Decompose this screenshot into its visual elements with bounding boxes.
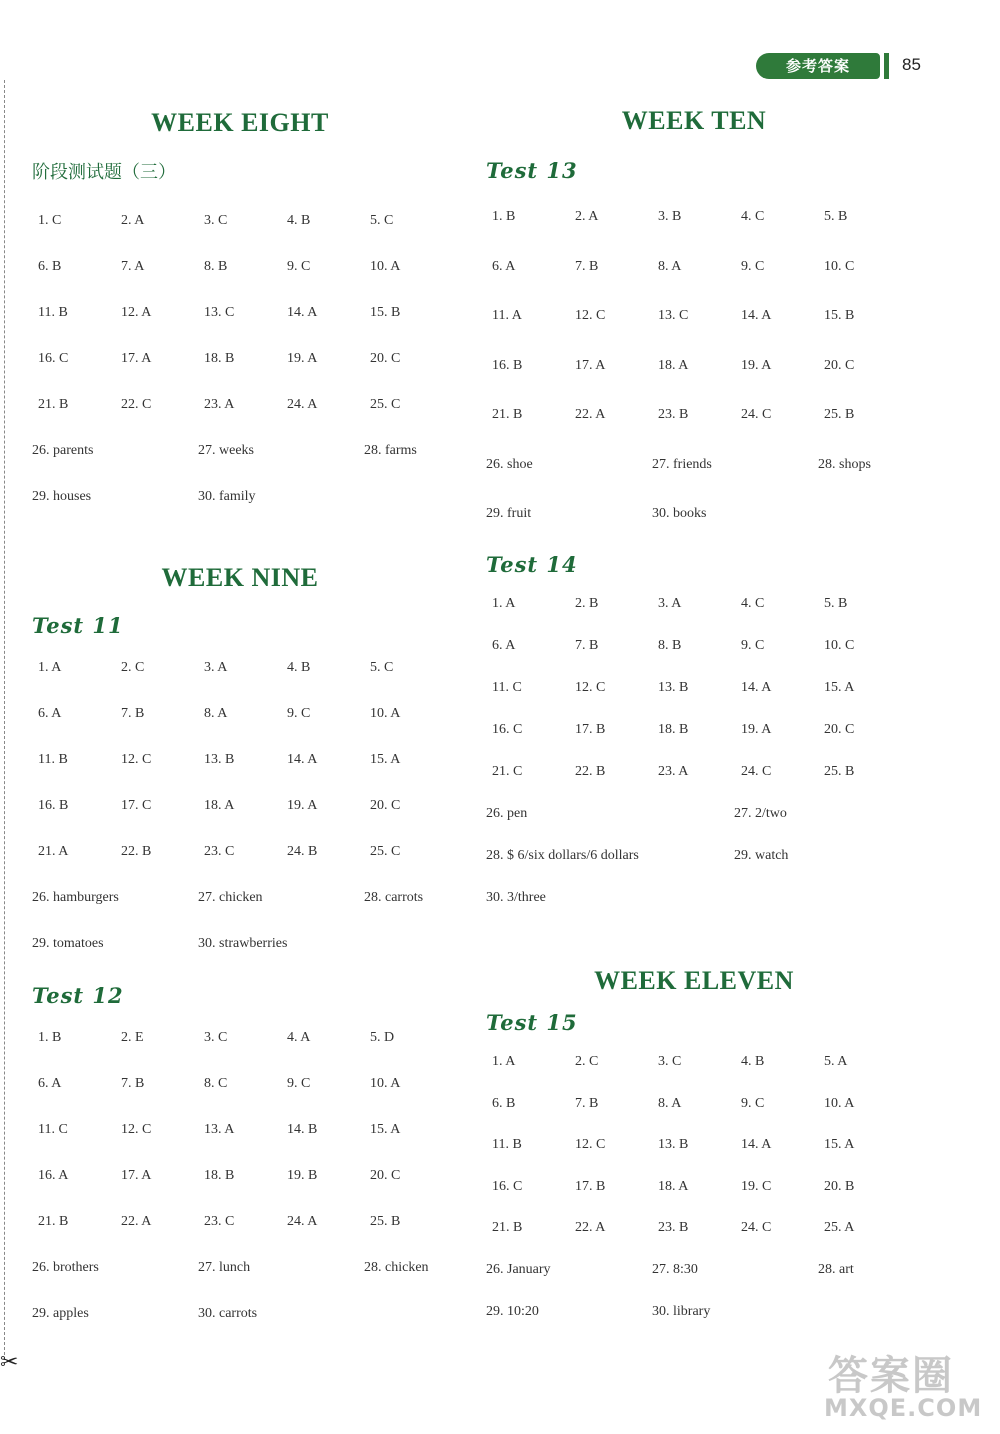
answer-item: 6. B [38, 259, 62, 274]
fill-answer-row [484, 806, 904, 848]
answer-item: 17. A [121, 351, 152, 366]
answer-item: 14. A [741, 308, 772, 323]
answer-item: 1. A [492, 596, 516, 611]
answer-item: 1. A [492, 1054, 516, 1069]
answer-item: 19. A [287, 351, 318, 366]
answer-item: 24. A [287, 1214, 318, 1229]
answer-item: 13. B [204, 752, 235, 767]
answer-item: 16. C [492, 722, 523, 737]
answer-item: 19. A [741, 722, 772, 737]
answer-item: 18. A [204, 798, 235, 813]
fill-answer-item: 29. apples [32, 1306, 89, 1321]
answer-row [30, 259, 450, 305]
answer-row [484, 1220, 904, 1262]
fill-answer-item: 30. carrots [198, 1306, 258, 1321]
answer-item: 8. A [204, 706, 228, 721]
answer-item: 9. C [741, 1095, 765, 1111]
answer-item: 15. A [824, 680, 855, 695]
week-nine-heading: WEEK NINE [161, 563, 319, 592]
week-ten-heading: WEEK TEN [621, 106, 767, 135]
answer-item: 18. A [658, 357, 689, 373]
answer-item: 12. C [575, 308, 606, 323]
answer-item: 17. B [575, 722, 606, 737]
answer-item: 7. A [121, 259, 145, 274]
cut-line [4, 80, 5, 1360]
fill-answer-item: 30. strawberries [198, 936, 288, 951]
answer-item: 11. C [492, 680, 522, 695]
answer-item: 16. C [492, 1178, 523, 1194]
answer-item: 21. B [492, 407, 523, 422]
fill-answer-item: 27. 8:30 [652, 1261, 698, 1277]
answer-item: 17. A [121, 1168, 152, 1183]
fill-answer-item: 30. library [652, 1303, 711, 1319]
answer-item: 3. C [658, 1054, 682, 1069]
fill-answer-item: 28. art [818, 1261, 854, 1277]
answer-item: 14. A [741, 1137, 772, 1153]
answer-item: 14. A [287, 305, 318, 320]
answer-item: 17. C [121, 798, 152, 813]
week-eleven-heading: WEEK ELEVEN [594, 966, 794, 995]
answer-row [484, 358, 904, 408]
answer-item: 23. B [658, 407, 689, 422]
answer-item: 19. A [287, 798, 318, 813]
answer-item: 23. B [658, 1220, 689, 1236]
answer-item: 13. A [204, 1122, 235, 1137]
answer-item: 24. B [287, 844, 318, 859]
answer-item: 5. D [370, 1030, 395, 1045]
fill-answer-item: 29. houses [32, 489, 92, 504]
stage-test-subtitle: 阶段测试题（三） [32, 162, 176, 183]
fill-answer-item: 30. family [198, 489, 256, 504]
answer-item: 1. A [38, 660, 62, 675]
answer-item: 15. B [824, 308, 855, 323]
answer-item: 14. A [741, 680, 772, 695]
week-eight-heading: WEEK EIGHT [151, 108, 329, 137]
answer-item: 13. B [658, 1137, 689, 1153]
fill-answer-item: 26. hamburgers [32, 890, 119, 905]
answer-item: 18. B [204, 1168, 235, 1183]
answer-item: 8. A [658, 1095, 682, 1111]
answer-item: 16. C [38, 351, 69, 366]
answer-item: 2. E [121, 1030, 144, 1045]
answer-item: 10. A [370, 259, 401, 274]
answer-row [484, 722, 904, 764]
answer-item: 20. C [370, 1168, 401, 1183]
fill-answer-item: 27. weeks [198, 443, 254, 458]
answer-item: 5. C [370, 660, 394, 675]
fill-answer-row [30, 489, 450, 535]
answer-item: 25. A [824, 1220, 855, 1236]
answer-item: 22. A [575, 407, 606, 422]
answer-item: 12. C [575, 680, 606, 695]
answer-item: 3. B [658, 209, 682, 224]
answer-item: 25. B [824, 764, 855, 779]
fill-answer-item: 26. January [486, 1261, 551, 1277]
answer-item: 5. A [824, 1054, 848, 1069]
answer-item: 8. A [658, 258, 682, 274]
test-15-heading: Test 15 [486, 1010, 578, 1035]
answer-item: 7. B [121, 706, 145, 721]
answer-item: 4. C [741, 209, 765, 224]
answer-row [484, 209, 904, 259]
answer-item: 11. B [38, 305, 68, 320]
answer-row [30, 1122, 450, 1168]
answer-row [30, 660, 450, 706]
fill-answer-row [484, 457, 904, 507]
answer-item: 12. A [121, 305, 152, 320]
answer-item: 16. B [492, 357, 523, 373]
fill-answer-row [484, 1262, 904, 1304]
answer-row [30, 1214, 450, 1260]
answer-item: 12. C [121, 752, 152, 767]
answer-row [30, 305, 450, 351]
test-13-heading: Test 13 [486, 158, 578, 183]
answer-item: 11. A [492, 308, 522, 323]
answer-row [30, 798, 450, 844]
fill-answer-item: 28. $ 6/six dollars/6 dollars [486, 848, 639, 863]
fill-answer-item: 26. parents [32, 443, 94, 458]
answer-item: 10. C [824, 258, 855, 274]
answer-row [30, 844, 450, 890]
answer-item: 1. C [38, 213, 62, 228]
fill-answer-item: 28. farms [364, 443, 417, 458]
answer-item: 2. A [575, 209, 599, 224]
answer-item: 8. B [658, 638, 682, 653]
test-11-heading: Test 11 [32, 613, 124, 638]
answer-item: 24. C [741, 764, 772, 779]
answer-item: 7. B [575, 638, 599, 653]
watermark-url: MXQE.COM [824, 1394, 983, 1422]
fill-answer-row [30, 890, 450, 936]
answer-item: 6. B [492, 1095, 516, 1111]
fill-answer-row [30, 1306, 450, 1352]
answer-row [484, 308, 904, 358]
answer-row [484, 259, 904, 309]
answer-item: 19. B [287, 1168, 318, 1183]
answer-item: 25. C [370, 844, 401, 859]
answer-row [30, 1030, 450, 1076]
fill-answer-row [484, 848, 904, 890]
answer-item: 15. B [370, 305, 401, 320]
answer-row [30, 706, 450, 752]
answer-item: 2. A [121, 213, 145, 228]
answer-item: 24. C [741, 1220, 772, 1236]
answer-item: 8. C [204, 1076, 228, 1091]
test-15-answers [484, 1054, 904, 1345]
answer-item: 8. B [204, 259, 228, 274]
answer-item: 3. A [204, 660, 228, 675]
watermark [820, 1344, 995, 1424]
answer-item: 10. C [824, 638, 855, 653]
fill-answer-item: 29. 10:20 [486, 1303, 539, 1319]
answer-item: 2. B [575, 596, 599, 611]
fill-answer-item: 29. fruit [486, 506, 532, 521]
week-eight-answers [30, 213, 450, 535]
answer-item: 22. B [121, 844, 152, 859]
answer-item: 6. A [492, 638, 516, 653]
test-12-answers [30, 1030, 450, 1352]
answer-item: 20. C [824, 722, 855, 737]
answer-item: 21. B [492, 1220, 523, 1236]
answer-item: 20. C [824, 357, 855, 373]
answer-item: 22. A [575, 1220, 606, 1236]
answer-row [484, 1054, 904, 1096]
answer-item: 23. A [658, 764, 689, 779]
answer-item: 4. B [287, 660, 311, 675]
answer-item: 7. B [575, 1095, 599, 1111]
answer-row [484, 764, 904, 806]
answer-item: 17. B [575, 1178, 606, 1194]
answer-item: 10. A [824, 1095, 855, 1111]
answer-item: 21. A [38, 844, 69, 859]
answer-item: 18. B [658, 722, 689, 737]
answer-row [484, 1137, 904, 1179]
answer-row [484, 680, 904, 722]
answer-item: 6. A [492, 258, 516, 274]
fill-answer-row [484, 890, 904, 932]
answer-item: 15. A [370, 752, 401, 767]
answer-item: 4. B [287, 213, 311, 228]
answer-item: 15. A [370, 1122, 401, 1137]
answer-item: 3. C [204, 213, 228, 228]
answer-item: 20. B [824, 1178, 855, 1194]
answer-row [484, 596, 904, 638]
fill-answer-item: 27. lunch [198, 1260, 251, 1275]
scissors-icon: ✂ [0, 1350, 19, 1375]
answer-item: 4. A [287, 1030, 311, 1045]
answer-item: 9. C [287, 1076, 311, 1091]
answer-item: 23. C [204, 844, 235, 859]
test-11-answers [30, 660, 450, 982]
answer-item: 15. A [824, 1137, 855, 1153]
answer-item: 23. A [204, 397, 235, 412]
answer-item: 13. C [204, 305, 235, 320]
answer-item: 11. C [38, 1122, 68, 1137]
answer-item: 18. B [204, 351, 235, 366]
test-13-answers [484, 209, 904, 556]
fill-answer-row [484, 506, 904, 556]
answer-item: 11. B [492, 1137, 522, 1153]
fill-answer-item: 28. chicken [364, 1260, 429, 1275]
answer-row [30, 351, 450, 397]
answer-item: 9. C [287, 706, 311, 721]
fill-answer-item: 26. shoe [486, 456, 533, 472]
page-number: 85 [902, 55, 921, 74]
answer-item: 2. C [575, 1054, 599, 1069]
answer-item: 3. A [658, 596, 682, 611]
fill-answer-item: 26. brothers [32, 1260, 99, 1275]
fill-answer-item: 28. shops [818, 456, 871, 472]
test-14-answers [484, 596, 904, 932]
answer-item: 9. C [287, 259, 311, 274]
answer-item: 7. B [121, 1076, 145, 1091]
answer-item: 2. C [121, 660, 145, 675]
answer-item: 17. A [575, 357, 606, 373]
fill-answer-row [30, 1260, 450, 1306]
answer-item: 21. B [38, 397, 69, 412]
answer-item: 12. C [121, 1122, 152, 1137]
answer-row [30, 752, 450, 798]
answer-item: 5. B [824, 596, 848, 611]
fill-answer-item: 30. books [652, 506, 707, 521]
answer-item: 6. A [38, 1076, 62, 1091]
fill-answer-item: 27. 2/two [734, 806, 787, 821]
answer-item: 13. B [658, 680, 689, 695]
answer-item: 14. B [287, 1122, 318, 1137]
answer-item: 1. B [38, 1030, 62, 1045]
answer-key-badge: 参考答案 [756, 53, 880, 79]
answer-item: 19. C [741, 1178, 772, 1194]
answer-item: 22. A [121, 1214, 152, 1229]
answer-row [30, 1168, 450, 1214]
test-14-heading: Test 14 [486, 552, 578, 577]
fill-answer-item: 26. pen [486, 806, 528, 821]
fill-answer-row [30, 443, 450, 489]
fill-answer-item: 27. friends [652, 456, 712, 472]
fill-answer-item: 30. 3/three [486, 890, 546, 905]
header-divider [884, 53, 889, 79]
answer-row [484, 407, 904, 457]
answer-row [30, 1076, 450, 1122]
fill-answer-row [484, 1304, 904, 1346]
answer-item: 4. B [741, 1054, 765, 1069]
answer-item: 10. A [370, 706, 401, 721]
answer-item: 21. C [492, 764, 523, 779]
answer-item: 23. C [204, 1214, 235, 1229]
answer-item: 16. A [38, 1168, 69, 1183]
answer-item: 13. C [658, 308, 689, 323]
answer-item: 25. C [370, 397, 401, 412]
fill-answer-item: 28. carrots [364, 890, 424, 905]
answer-item: 24. C [741, 407, 772, 422]
answer-item: 16. B [38, 798, 69, 813]
answer-item: 4. C [741, 596, 765, 611]
answer-item: 25. B [824, 407, 855, 422]
answer-item: 22. B [575, 764, 606, 779]
answer-item: 20. C [370, 798, 401, 813]
answer-item: 6. A [38, 706, 62, 721]
watermark-logo-text: 答案圈 [828, 1353, 954, 1399]
answer-row [30, 213, 450, 259]
answer-item: 11. B [38, 752, 68, 767]
answer-item: 19. A [741, 357, 772, 373]
answer-item: 21. B [38, 1214, 69, 1229]
answer-item: 18. A [658, 1178, 689, 1194]
answer-item: 9. C [741, 258, 765, 274]
fill-answer-item: 27. chicken [198, 890, 263, 905]
answer-item: 22. C [121, 397, 152, 412]
answer-item: 10. A [370, 1076, 401, 1091]
answer-item: 1. B [492, 209, 516, 224]
answer-item: 25. B [370, 1214, 401, 1229]
answer-item: 12. C [575, 1137, 606, 1153]
fill-answer-item: 29. tomatoes [32, 936, 104, 951]
answer-item: 7. B [575, 258, 599, 274]
test-12-heading: Test 12 [32, 983, 124, 1008]
answer-item: 5. B [824, 209, 848, 224]
answer-item: 9. C [741, 638, 765, 653]
fill-answer-row [30, 936, 450, 982]
answer-item: 5. C [370, 213, 394, 228]
answer-row [30, 397, 450, 443]
answer-row [484, 638, 904, 680]
fill-answer-item: 29. watch [734, 848, 789, 863]
answer-item: 20. C [370, 351, 401, 366]
answer-row [484, 1096, 904, 1138]
answer-item: 24. A [287, 397, 318, 412]
answer-row [484, 1179, 904, 1221]
answer-item: 14. A [287, 752, 318, 767]
answer-item: 3. C [204, 1030, 228, 1045]
